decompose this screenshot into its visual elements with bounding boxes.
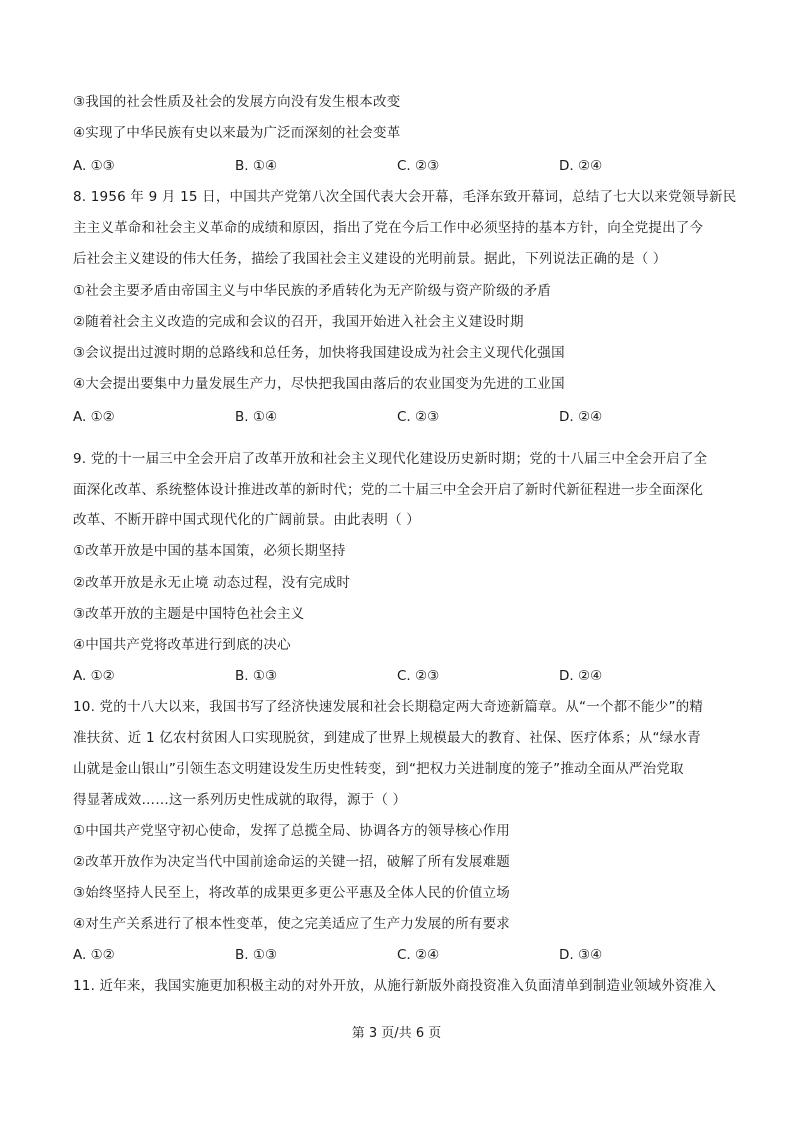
- q10-stem-line-1: 10. 党的十八大以来，我国书写了经济快速发展和社会长期稳定两大奇迹新篇章。从“一个都不能少”的精: [73, 699, 704, 715]
- q10-item-1: ①中国共产党坚守初心使命，发挥了总揽全局、协调各方的领导核心作用: [73, 823, 511, 839]
- q7-item-3: ③我国的社会性质及社会的发展方向没有发生根本改变: [73, 94, 401, 110]
- q9-item-4: ④中国共产党将改革进行到底的决心: [73, 637, 291, 653]
- q8-stem-line-1: 8. 1956 年 9 月 15 日，中国共产党第八次全国代表大会开幕，毛泽东致开幕词，总结了七大以来党领导新民: [73, 189, 737, 205]
- q9-option-c: C. ②③: [397, 668, 440, 684]
- q8-item-4: ④大会提出要集中力量发展生产力，尽快把我国由落后的农业国变为先进的工业国: [73, 376, 565, 392]
- page-footer: 第 3 页/共 6 页: [351, 1026, 442, 1041]
- q8-option-d: D. ②④: [559, 409, 603, 425]
- q7-item-4: ④实现了中华民族有史以来最为广泛而深刻的社会变革: [73, 125, 401, 141]
- q10-option-d: D. ③④: [559, 947, 603, 963]
- q9-option-d: D. ②④: [559, 668, 603, 684]
- q9-stem-line-3: 改革、不断开辟中国式现代化的广阔前景。由此表明（ ）: [73, 512, 420, 528]
- q8-option-a: A. ①②: [73, 409, 115, 425]
- q9-option-b: B. ①③: [235, 668, 278, 684]
- q10-option-b: B. ①③: [235, 947, 278, 963]
- q8-item-2: ②随着社会主义改造的完成和会议的召开，我国开始进入社会主义建设时期: [73, 314, 524, 330]
- q11-stem-line-1: 11. 近年来，我国实施更加积极主动的对外开放，从施行新版外商投资准入负面清单到制造业领域外资准入: [73, 978, 717, 994]
- q7-option-c: C. ②③: [397, 158, 440, 174]
- q8-option-b: B. ①④: [235, 409, 278, 425]
- q8-item-3: ③会议提出过渡时期的总路线和总任务，加快将我国建设成为社会主义现代化强国: [73, 345, 565, 361]
- q10-item-3: ③始终坚持人民至上，将改革的成果更多更公平惠及全体人民的价值立场: [73, 885, 511, 901]
- q10-option-a: A. ①②: [73, 947, 115, 963]
- q9-item-1: ①改革开放是中国的基本国策，必须长期坚持: [73, 543, 346, 559]
- q7-option-b: B. ①④: [235, 158, 278, 174]
- q9-option-a: A. ①②: [73, 668, 115, 684]
- q10-option-c: C. ②④: [397, 947, 440, 963]
- q8-stem-line-3: 后社会主义建设的伟大任务，描绘了我国社会主义建设的光明前景。据此，下列说法正确的是（ ）: [73, 251, 667, 267]
- q8-option-c: C. ②③: [397, 409, 440, 425]
- q9-stem-line-2: 面深化改革、系统整体设计推进改革的新时代；党的二十届三中全会开启了新时代新征程进一步全面深化: [73, 482, 704, 498]
- q8-options: [73, 408, 733, 426]
- q10-item-4: ④对生产关系进行了根本性变革，使之完美适应了生产力发展的所有要求: [73, 916, 511, 932]
- q7-option-d: D. ②④: [559, 158, 603, 174]
- q9-options: [73, 667, 733, 685]
- q7-option-a: A. ①③: [73, 158, 115, 174]
- q10-item-2: ②改革开放作为决定当代中国前途命运的关键一招，破解了所有发展难题: [73, 854, 511, 870]
- q9-item-3: ③改革开放的主题是中国特色社会主义: [73, 606, 305, 622]
- q8-item-1: ①社会主要矛盾由帝国主义与中华民族的矛盾转化为无产阶级与资产阶级的矛盾: [73, 283, 552, 299]
- q10-stem-line-3: 山就是金山银山”引领生态文明建设发生历史性转变，到“把权力关进制度的笼子”推动全面从严治党取: [73, 761, 684, 777]
- q10-stem-line-4: 得显著成效……这一系列历史性成就的取得，源于（ ）: [73, 792, 407, 808]
- q9-stem-line-1: 9. 党的十一届三中全会开启了改革开放和社会主义现代化建设历史新时期；党的十八届三中全会开启了全: [73, 451, 708, 467]
- q10-stem-line-2: 准扶贫、近 1 亿农村贫困人口实现脱贫，到建成了世界上规模最大的教育、社保、医疗体系；从“绿水青: [73, 730, 701, 746]
- q8-stem-line-2: 主主义革命和社会主义革命的成绩和原因，指出了党在今后工作中必须坚持的基本方针，向全党提出了今: [73, 220, 704, 236]
- q9-item-2: ②改革开放是永无止境 动态过程，没有完成时: [73, 575, 351, 591]
- q7-options: [73, 157, 733, 175]
- q10-options: [73, 946, 733, 964]
